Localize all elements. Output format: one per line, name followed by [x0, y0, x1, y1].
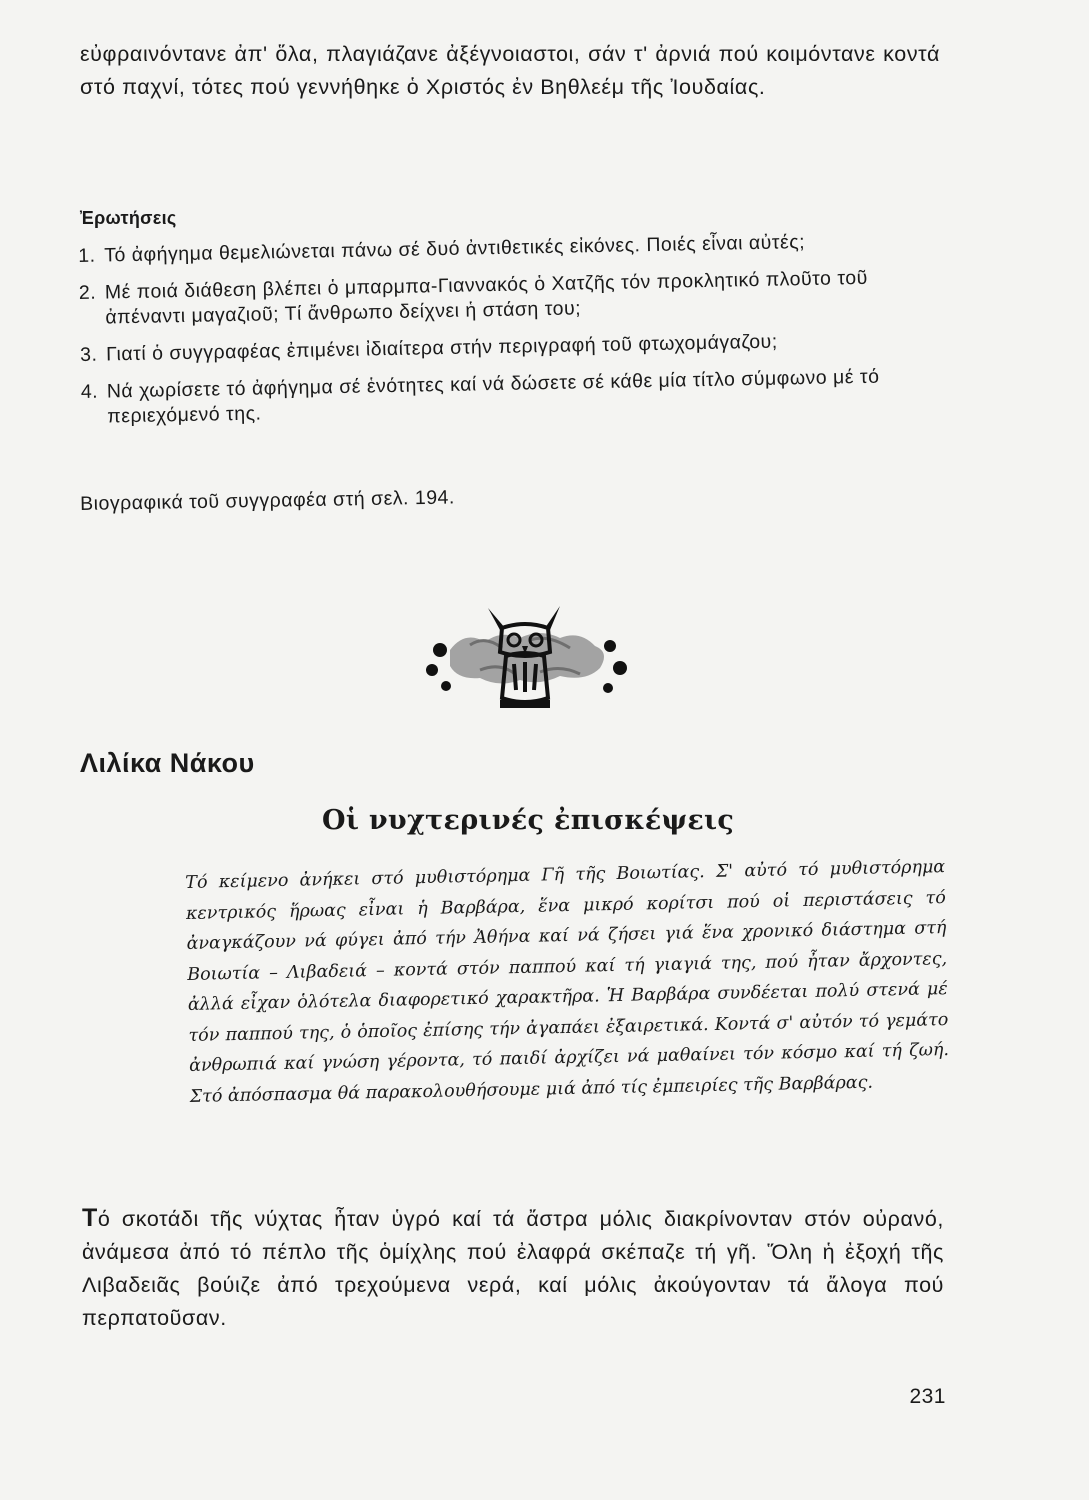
story-paragraph: [82, 1202, 944, 1335]
question-item: [79, 264, 946, 331]
author-name: Λιλίκα Νάκου: [80, 748, 255, 778]
questions-list: [78, 227, 948, 442]
opening-text: εὐφραινόντανε ἀπ' ὅλα, πλαγιάζανε ἀξέγνοιαστοι, σάν τ' ἀρνιά πού κοιμόντανε κοντά στό παχνί, τότες πού γεννήθηκε ὁ Χριστός ἐν Βηθλεέμ τῆς Ἰουδαίας.: [80, 42, 940, 99]
question-text: Νά χωρίσετε τό ἀφήγημα σέ ἑνότητες καί νά δώσετε σέ κάθε μία τίτλο σύμφωνο μέ τό περιεχόμενό της.: [106, 365, 880, 428]
question-text: Γιατί ὁ συγγραφέας ἐπιμένει ἰδιαίτερα στήν περιγραφή τοῦ φτωχομάγαζου;: [105, 330, 778, 366]
story-text: [82, 1202, 944, 1335]
question-item: [81, 363, 948, 430]
question-text: Μέ ποιά διάθεση βλέπει ὁ μπαρμπα-Γιαννακός ὁ Χατζῆς τόν προκλητικό πλοῦτο τοῦ ἀπέναντι μαγαζιοῦ; Τί ἄνθρωπο δείχνει ἡ στάση του;: [104, 266, 868, 329]
question-text: Τό ἀφήγημα θεμελιώνεται πάνω σέ δυό ἀντιθετικές εἰκόνες. Ποιές εἶναι αὐτές;: [104, 231, 806, 267]
question-item: [78, 227, 944, 269]
question-item: [80, 326, 946, 368]
intro-paragraph: [185, 852, 950, 1112]
questions-heading: Ἐρωτήσεις: [80, 208, 177, 228]
page-number: 231: [909, 1385, 946, 1408]
question-number: 4.: [80, 380, 99, 403]
question-number: 2.: [78, 281, 97, 304]
question-number: 1.: [78, 244, 96, 267]
question-number: 3.: [79, 343, 98, 366]
story-title: Οἱ νυχτερινές ἐπισκέψεις: [322, 805, 735, 836]
intro-text: Τό κείμενο ἀνήκει στό μυθιστόρημα Γῆ τῆς Βοιωτίας. Σ' αὐτό τό μυθιστόρημα κεντρικός ἥρωας εἶναι ἡ Βαρβάρα, ἕνα μικρό κορίτσι πού οἱ περιστάσεις τό ἀναγκάζουν νά φύγει ἀπό τήν Ἀθήνα καί νά ζήσει γιά ἕνα χρονικό διάστημα στή Βοιωτία – Λιβαδειά – κοντά στόν παππού καί τή γιαγιά της, πού ἦταν ἄρχοντες, ἀλλά εἶχαν ὁλότελα διαφορετικό χαρακτῆρα. Ἡ Βαρβάρα συνδέεται πολύ στενά μέ τόν παππού της, ὁ ὁποῖος ἐπίσης τήν ἀγαπάει ἐξαιρετικά. Κοντά σ' αὐτόν τό γεμάτο ἀνθρωπιά καί γνώση γέροντα, τό παιδί ἀρχίζει νά μαθαίνει τόν κόσμο καί τή ζωή. Στό ἀπόσπασμα θά παρακολουθήσουμε μιά ἀπό τίς ἐμπειρίες τῆς Βαρβάρας.: [185, 857, 950, 1107]
story-body: ό σκοτάδι τῆς νύχτας ἦταν ὑγρό καί τά ἄστρα μόλις διακρίνονταν στόν οὐρανό, ἀνάμεσα ἀπό τό πέπλο τῆς ὁμίχλης πού ἐλαφρά σκέπαζε τή γῆ. Ὅλη ἡ ἐξοχή τῆς Λιβαδειᾶς βούιζε ἀπό τρεχούμενα νερά, καί μόλις ἀκούγονταν τά ἄλογα πού περπατοῦσαν.: [82, 1207, 944, 1330]
biography-note: Βιογραφικά τοῦ συγγραφέα στή σελ. 194.: [80, 486, 456, 515]
opening-paragraph: [80, 38, 940, 104]
decorative-owl-vignette-icon: [410, 590, 640, 725]
drop-cap: Τ: [82, 1204, 98, 1232]
